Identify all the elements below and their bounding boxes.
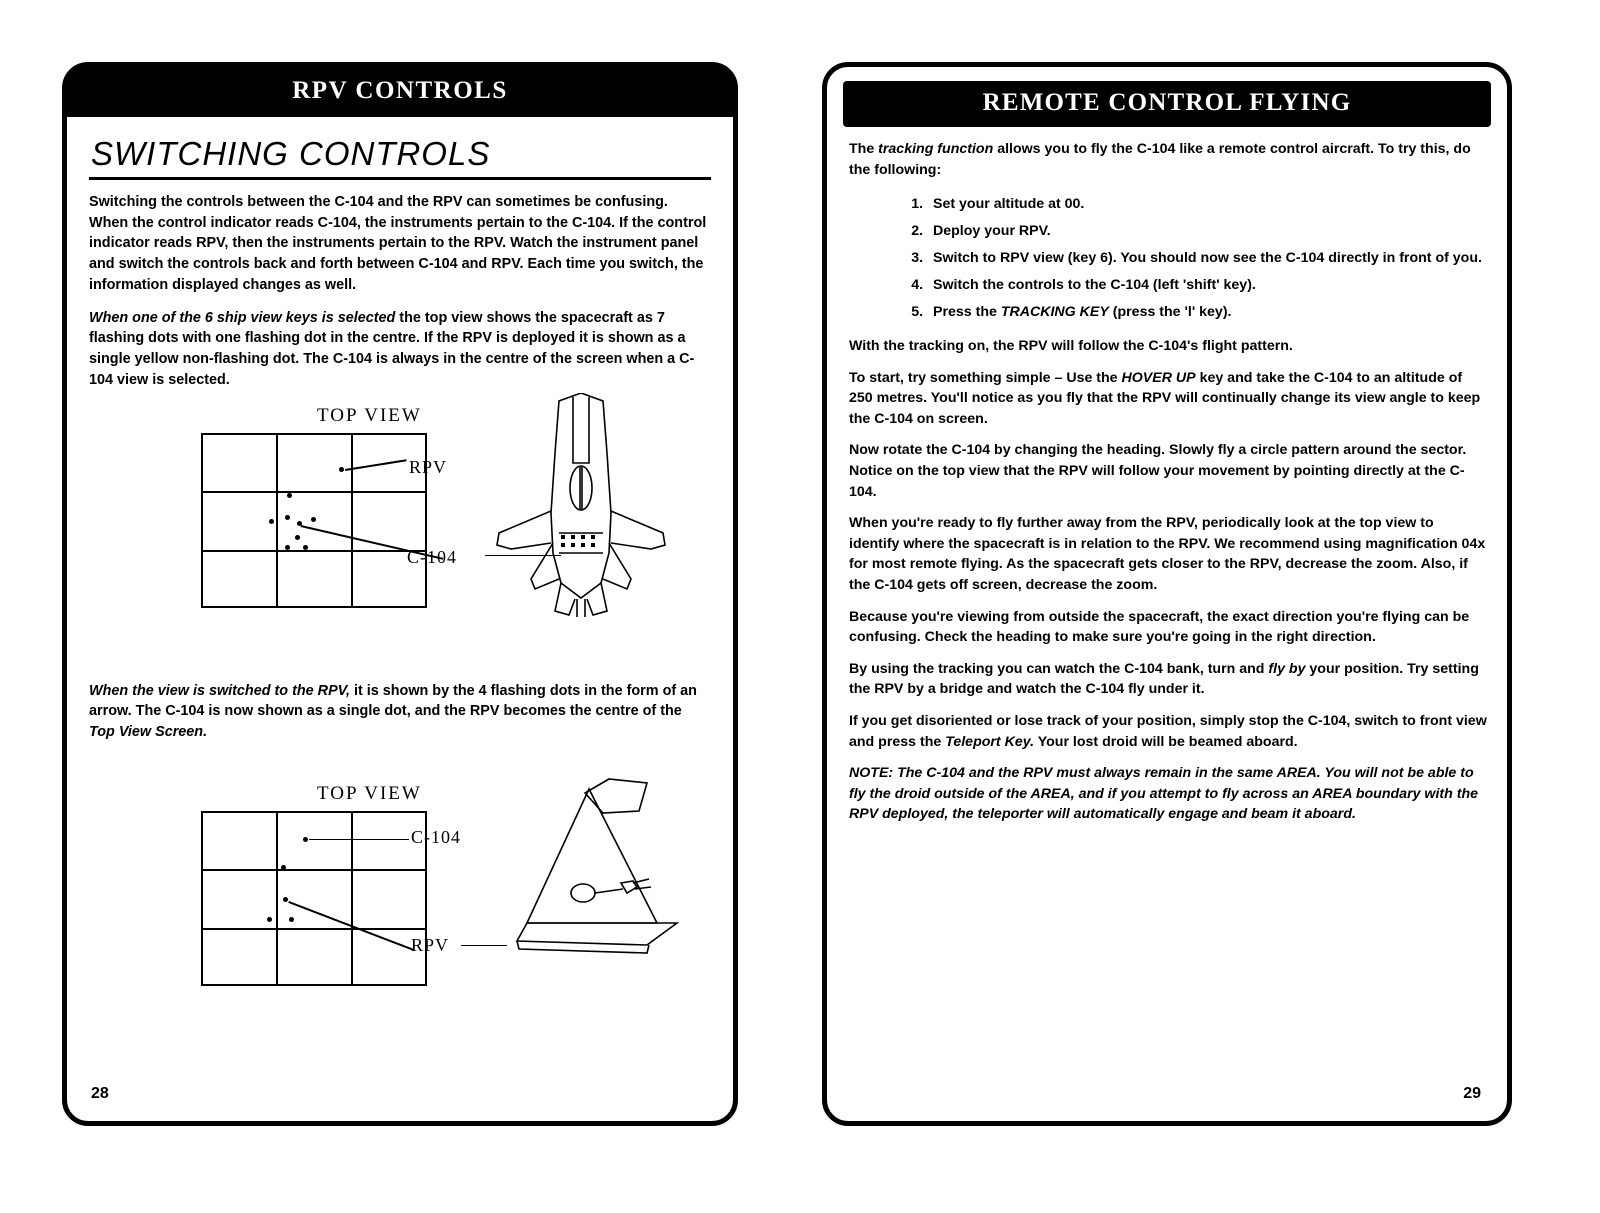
paragraph-tracking-on: With the tracking on, the RPV will follow the C-104's flight pattern. xyxy=(849,338,1293,355)
paragraph-emphasis-lead: When one of the 6 ship view keys is selected xyxy=(89,309,396,326)
dot-ship xyxy=(285,515,290,520)
figure-top-view-rpv xyxy=(89,783,711,983)
step-item: 4. Switch the controls to the C-104 (left 'shift' key). xyxy=(927,272,1487,299)
right-header-wrap xyxy=(827,67,1507,127)
step5-prefix: Press the xyxy=(933,304,1001,321)
dot-ship xyxy=(295,535,300,540)
title-divider xyxy=(89,177,711,180)
right-page-content xyxy=(827,127,1507,825)
dot-rpv xyxy=(339,467,344,472)
dot-ship xyxy=(311,517,316,522)
left-page-content xyxy=(67,117,733,983)
callout-c104: C-104 xyxy=(407,546,457,567)
paragraph-intro xyxy=(849,139,1487,180)
section-title-switching-controls: SWITCHING CONTROLS xyxy=(91,135,491,172)
p7-part-c: Your lost droid will be beamed aboard. xyxy=(1034,733,1298,750)
grid-line-vertical xyxy=(351,435,353,606)
dot-c104 xyxy=(303,837,308,842)
figure2-title: TOP VIEW xyxy=(317,782,422,804)
p2-italic-hover-up: HOVER UP xyxy=(1121,369,1196,386)
p2-part-c: key and take the C-104 to an altitude of 250 metres. You'll notice as you fly that the RPV will continually change its view angle to keep the C-104 on screen. xyxy=(849,369,1481,427)
intro-lead: The xyxy=(849,141,879,157)
paragraph-emphasis-top-view-screen: Top View Screen. xyxy=(89,724,208,741)
paragraph-rpv-view xyxy=(89,681,711,743)
p7-italic-teleport-key: Teleport Key. xyxy=(945,733,1035,750)
intro-rest: allows you to fly the C-104 like a remote control aircraft. To try this, do the following: xyxy=(849,141,1471,178)
callout-c104: C-104 xyxy=(411,826,461,847)
paragraph-note-area: NOTE: The C-104 and the RPV must always remain in the same AREA. You will not be able to fly the droid outside of the AREA, and if you attempt to fly across an AREA boundary with the RPV deployed, the teleporter will automatically engage and beam it aboard. xyxy=(849,765,1479,823)
grid-line-horizontal xyxy=(203,869,425,871)
dot-rpv-arrow xyxy=(281,865,286,870)
step-item: 1. Set your altitude at 00. xyxy=(927,191,1487,218)
paragraph-emphasis-rpv-view: When the view is switched to the RPV, xyxy=(89,682,350,699)
grid-line-vertical xyxy=(276,435,278,606)
step-item: 2. Deploy your RPV. xyxy=(927,218,1487,245)
paragraph-teleport xyxy=(849,711,1487,752)
step5-italic-tracking-key: TRACKING KEY xyxy=(1000,304,1109,321)
manual-page-right xyxy=(822,62,1512,1126)
dot-ship xyxy=(269,519,274,524)
figure2-grid xyxy=(201,811,427,986)
paragraph-direction-confusing: Because you're viewing from outside the spacecraft, the exact direction you're flying can be confusing. Check the heading to make sure you're going in the right direction. xyxy=(849,608,1470,646)
dot-ship xyxy=(287,493,292,498)
paragraph-magnification: When you're ready to fly further away from the RPV, periodically look at the top view to identify where the spacecraft is in relation to the RPV. We recommend using magnification 04x for most remote flying. As the spacecraft gets closer to the RPV, decrease the zoom. Also, if the C-104 gets off screen, decrease the zoom. xyxy=(849,515,1486,594)
steps-list xyxy=(849,191,1487,326)
grid-line-horizontal xyxy=(203,491,425,493)
grid-line-horizontal xyxy=(203,550,425,552)
page-header-remote-control-flying: REMOTE CONTROL FLYING xyxy=(843,81,1491,127)
figure1-title: TOP VIEW xyxy=(317,404,422,426)
dot-ship xyxy=(303,545,308,550)
page-number-right: 29 xyxy=(1463,1085,1481,1102)
p2-part-a: To start, try something simple – Use the xyxy=(849,369,1122,386)
callout-rpv: RPV xyxy=(411,934,450,955)
paragraph-rotate-heading: Now rotate the C-104 by changing the heading. Slowly fly a circle pattern around the sector. Notice on the top view that the RPV will follow your movement by pointing directly at the C-104. xyxy=(849,442,1467,500)
paragraph-hover-up xyxy=(849,368,1487,430)
manual-page-left xyxy=(62,62,738,1126)
p6-part-a: By using the tracking you can watch the C-104 bank, turn and xyxy=(849,660,1269,677)
intro-italic-tracking-function: tracking function xyxy=(878,141,994,157)
callout-rpv: RPV xyxy=(409,456,448,477)
paragraph-fly-by xyxy=(849,659,1487,700)
grid-line-horizontal xyxy=(203,928,425,930)
dot-rpv-arrow xyxy=(267,917,272,922)
paragraph-switching-intro: Switching the controls between the C-104 and the RPV can sometimes be confusing. When the control indicator reads C-104, the instruments pertain to the C-104. If the control indicator reads RPV, then the instruments pertain to the RPV. Watch the instrument panel and switch the controls back and forth between C-104 and RPV. Each time you switch, the information displayed changes as well. xyxy=(89,194,707,293)
spacecraft-top-view-illustration xyxy=(481,393,681,623)
p6-italic-fly-by: fly by xyxy=(1268,660,1306,677)
page-number-left: 28 xyxy=(91,1085,109,1102)
step-item: 3. Switch to RPV view (key 6). You should now see the C-104 directly in front of you. xyxy=(927,245,1487,272)
page-header-rpv-controls: RPV CONTROLS xyxy=(67,67,733,117)
paragraph-rpv-view-rest: it is shown by the 4 flashing dots in the form of an arrow. The C-104 is now shown as a single dot, and the RPV becomes the centre of the xyxy=(89,682,697,720)
grid-line-vertical xyxy=(276,813,278,984)
leader-line-c104 xyxy=(309,839,409,841)
rpv-droid-illustration xyxy=(497,771,687,971)
dot-rpv-arrow xyxy=(283,897,288,902)
paragraph-body-rest: the top view shows the spacecraft as 7 flashing dots with one flashing dot in the centre. If the RPV is deployed it is shown as a single yellow non-flashing dot. The C-104 is always in the centre of the screen when a C-104 view is selected. xyxy=(89,309,695,388)
dot-ship xyxy=(285,545,290,550)
step5-rest: (press the 'l' key). xyxy=(1108,304,1232,321)
p7-part-a: If you get disoriented or lose track of your position, simply stop the C-104, switch to front view and press the xyxy=(849,713,1487,750)
dot-rpv-arrow xyxy=(289,917,294,922)
figure-top-view-c104 xyxy=(89,405,711,635)
step-item xyxy=(927,299,1487,326)
p6-part-c: your position. Try setting the RPV by a bridge and watch the C-104 fly under it. xyxy=(849,660,1479,698)
paragraph-ship-view-keys xyxy=(89,308,711,391)
